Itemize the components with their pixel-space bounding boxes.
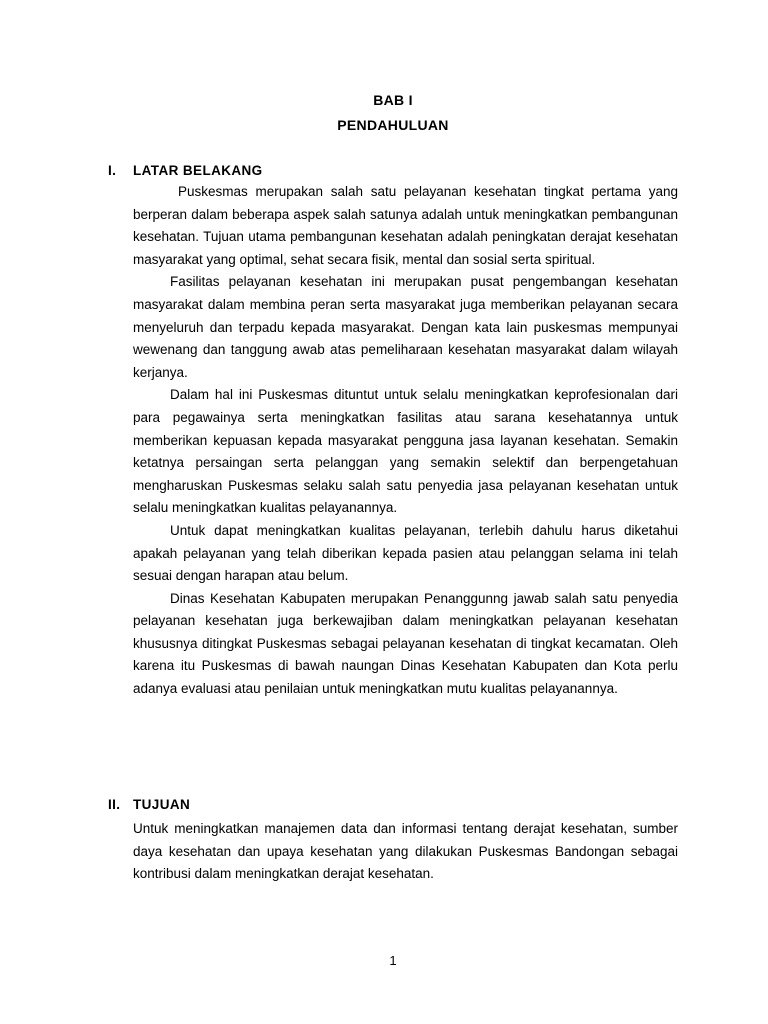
paragraph: Untuk dapat meningkatkan kualitas pelayanan, terlebih dahulu harus diketahui apakah pelayanan yang telah diberikan kepada pasien atau pelanggan selama ini telah sesuai dengan harapan atau belum. <box>133 522 678 584</box>
paragraph: Untuk meningkatkan manajemen data dan informasi tentang derajat kesehatan, sumber daya kesehatan dan upaya kesehatan yang dilakukan Puskesmas Bandongan sebagai kontribusi dalam meningkatkan derajat kesehatan. <box>133 821 678 882</box>
section-number: I. <box>108 163 117 178</box>
page-number: 1 <box>389 953 397 968</box>
paragraph: Dalam hal ini Puskesmas dituntut untuk selalu meningkatkan keprofesionalan dari para pegawainya serta meningkatkan fasilitas atau sarana kesehatannya untuk memberikan kepuasan kepada masyarakat pengguna jasa layanan kesehatan. Semakin ketatnya persaingan serta pelanggan yang semakin selektif dan berpengetahuan mengharuskan Puskesmas selaku salah satu penyedia jasa pelayanan kesehatan untuk selalu meningkatkan kualitas pelayanannya. <box>133 387 678 516</box>
section-heading-latar-belakang <box>108 163 263 178</box>
section-title: LATAR BELAKANG <box>133 163 263 178</box>
section-number: II. <box>108 797 121 812</box>
paragraph: Puskesmas merupakan salah satu pelayanan kesehatan tingkat pertama yang berperan dalam beberapa aspek salah satunya adalah untuk meningkatkan pembangunan kesehatan. Tujuan utama pembangunan kesehatan adalah peningkatan derajat kesehatan masyarakat yang optimal, sehat secara fisik, mental dan sosial serta spiritual. <box>133 184 678 267</box>
section-body-tujuan <box>133 818 678 886</box>
chapter-number: BAB I <box>373 92 413 108</box>
chapter-title: PENDAHULUAN <box>337 117 449 133</box>
section-heading-tujuan <box>108 797 190 812</box>
section-body-latar-belakang <box>133 181 678 701</box>
paragraph: Fasilitas pelayanan kesehatan ini merupakan pusat pengembangan kesehatan masyarakat dalam membina peran serta masyarakat juga memberikan pelayanan secara menyeluruh dan terpadu kepada masyarakat. Dengan kata lain puskesmas mempunyai wewenang dan tanggung awab atas pemeliharaan kesehatan masyarakat dalam wilayah kerjanya. <box>133 274 678 380</box>
paragraph: Dinas Kesehatan Kabupaten merupakan Penanggunng jawab salah satu penyedia pelayanan kesehatan juga berkewajiban dalam meningkatkan pelayanan kesehatan khususnya ditingkat Puskesmas sebagai pelayanan kesehatan di tingkat kecamatan. Oleh karena itu Puskesmas di bawah naungan Dinas Kesehatan Kabupaten dan Kota perlu adanya evaluasi atau penilaian untuk meningkatkan mutu kualitas pelayanannya. <box>133 590 678 697</box>
section-title: TUJUAN <box>133 797 191 812</box>
